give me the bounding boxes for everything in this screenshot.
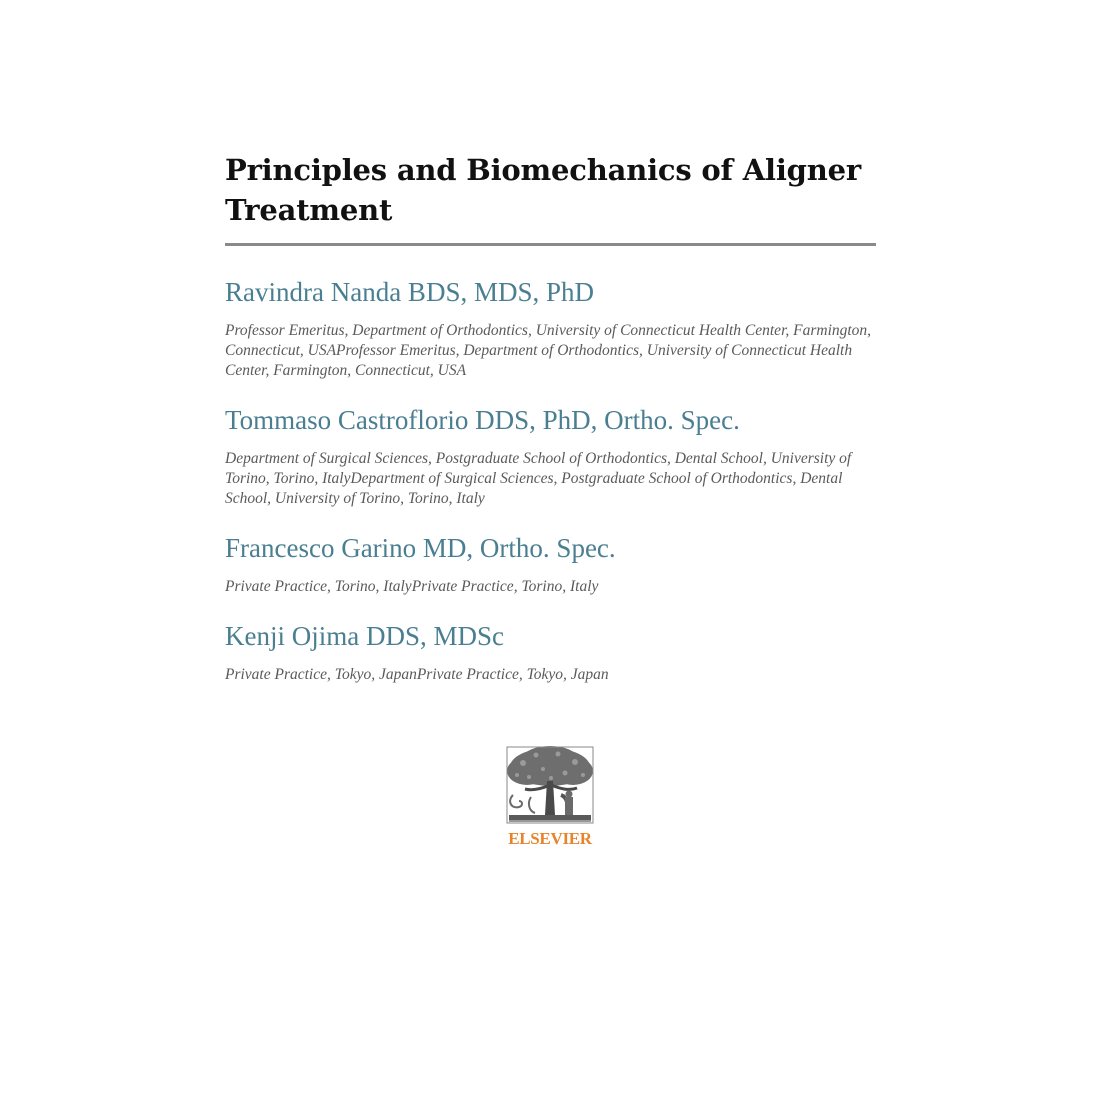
author-affiliation: Private Practice, Torino, ItalyPrivate Practice, Torino, Italy xyxy=(225,578,599,595)
title-divider xyxy=(225,243,876,246)
author-affiliation: Professor Emeritus, Department of Orthodontics, University of Connecticut Health Center, Farmington, Connecticut, USAProfessor Emeritus, Department of Orthodontics, University of Connecticut Health Center, Farmington, Connecticut, USA xyxy=(225,322,872,379)
author-block xyxy=(225,404,876,509)
elsevier-tree-icon xyxy=(503,745,597,829)
author-name: Kenji Ojima DDS, MDSc xyxy=(225,621,504,651)
author-affiliation: Private Practice, Tokyo, JapanPrivate Practice, Tokyo, Japan xyxy=(225,666,609,683)
author-block xyxy=(225,532,876,597)
author-name: Tommaso Castroflorio DDS, PhD, Ortho. Spec. xyxy=(225,405,740,435)
publisher-logo xyxy=(503,745,597,850)
title-page xyxy=(225,150,876,685)
author-block xyxy=(225,276,876,381)
author-block xyxy=(225,620,876,685)
author-name: Francesco Garino MD, Ortho. Spec. xyxy=(225,533,616,563)
author-name: Ravindra Nanda BDS, MDS, PhD xyxy=(225,277,594,307)
publisher-wordmark: ELSEVIER xyxy=(508,829,592,848)
book-title: Principles and Biomechanics of Aligner Treatment xyxy=(225,153,861,227)
author-affiliation: Department of Surgical Sciences, Postgraduate School of Orthodontics, Dental School, University of Torino, Torino, ItalyDepartment of Surgical Sciences, Postgraduate School of Orthodontics, Dental School, University of Torino, Torino, Italy xyxy=(225,450,852,507)
